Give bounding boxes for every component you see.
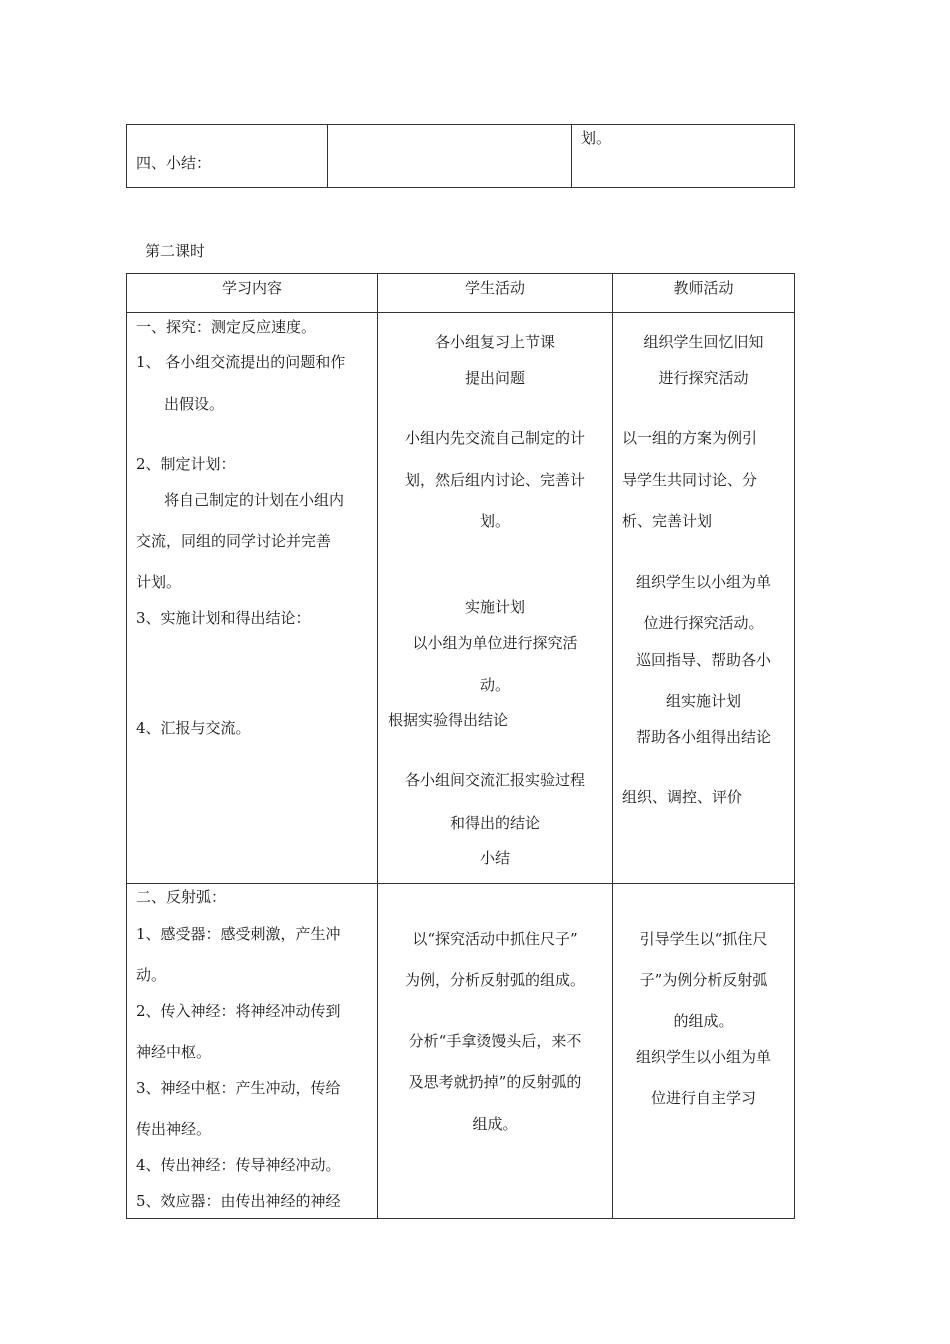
row2-content-line: 神经中枢。 — [136, 1043, 212, 1061]
row2-content-line: 5、效应器：由传出神经的神经 — [136, 1192, 341, 1210]
row2-student-line: 组成。 — [472, 1115, 518, 1133]
row1-content-line: 1、 各小组交流提出的问题和作 — [136, 353, 346, 371]
row1-content-line: 2、制定计划： — [136, 455, 236, 473]
header-student: 学生活动 — [464, 279, 525, 297]
row2-teacher-line: 组织学生以小组为单 — [635, 1048, 771, 1066]
row1-student-line: 各小组复习上节课 — [434, 333, 555, 351]
row1-student-line: 划。 — [479, 512, 510, 530]
row2-content-line: 传出神经。 — [136, 1120, 212, 1138]
row2-student-line: 为例，分析反射弧的组成。 — [404, 971, 585, 989]
row1-content-line: 一、探究：测定反应速度。 — [136, 318, 317, 336]
row2-teacher-line: 子”为例分析反射弧 — [639, 971, 768, 989]
row2-content-line: 二、反射弧： — [136, 888, 227, 906]
row2-teacher-line: 的组成。 — [673, 1012, 734, 1030]
row1-student-line: 实施计划 — [464, 598, 525, 616]
row2-content-line: 4、传出神经：传导神经冲动。 — [136, 1156, 341, 1174]
row1-content-line: 出假设。 — [164, 395, 225, 413]
row2-content-line: 2、传入神经：将神经冲动传到 — [136, 1002, 341, 1020]
row2-teacher-line: 引导学生以“抓住尺 — [639, 930, 768, 948]
row2-teacher-line: 位进行自主学习 — [650, 1089, 756, 1107]
row1-student-line: 小结 — [479, 849, 510, 867]
row1-teacher-line: 导学生共同讨论、分 — [622, 471, 758, 489]
row1-content-line: 4、汇报与交流。 — [136, 719, 251, 737]
row2-content-line: 1、感受器：感受刺激，产生冲 — [136, 925, 341, 943]
section-title: 第二课时 — [145, 242, 206, 260]
row1-teacher-line: 组织、调控、评价 — [622, 788, 743, 806]
row2-student-line: 分析“手拿烫馒头后，来不 — [408, 1032, 582, 1050]
row1-student-line: 提出问题 — [464, 369, 525, 387]
row1-teacher-line: 位进行探究活动。 — [643, 614, 764, 632]
header-content: 学习内容 — [221, 279, 282, 297]
row1-content-line: 将自己制定的计划在小组内 — [164, 491, 345, 509]
row1-student-line: 根据实验得出结论 — [388, 711, 509, 729]
row1-student-line: 划，然后组内讨论、完善计 — [404, 471, 585, 489]
row1-student-line: 小组内先交流自己制定的计 — [404, 429, 585, 447]
row2-student-line: 以“探究活动中抓住尺子” — [412, 930, 578, 948]
row1-teacher-line: 组织学生回忆旧知 — [643, 333, 764, 351]
top-table-cell-summary: 四、小结： — [136, 154, 212, 172]
row1-teacher-line: 组实施计划 — [665, 692, 741, 710]
row1-teacher-line: 帮助各小组得出结论 — [635, 728, 771, 746]
row2-content-line: 动。 — [136, 966, 167, 984]
row1-content-line: 交流，同组的同学讨论并完善 — [136, 532, 332, 550]
header-teacher: 教师活动 — [673, 279, 734, 297]
row1-content-line: 3、实施计划和得出结论： — [136, 609, 311, 627]
row1-teacher-line: 析、完善计划 — [622, 512, 713, 530]
row1-teacher-line: 巡回指导、帮助各小 — [635, 651, 771, 669]
top-table-cell-teacher: 划。 — [581, 129, 612, 147]
row1-teacher-line: 以一组的方案为例引 — [622, 429, 758, 447]
row1-teacher-line: 进行探究活动 — [658, 369, 749, 387]
row1-student-line: 和得出的结论 — [449, 814, 540, 832]
row1-content-line: 计划。 — [136, 573, 182, 591]
row1-student-line: 动。 — [479, 676, 510, 694]
row1-teacher-line: 组织学生以小组为单 — [635, 573, 771, 591]
row1-student-line: 各小组间交流汇报实验过程 — [404, 771, 585, 789]
row2-student-line: 及思考就扔掉”的反射弧的 — [408, 1073, 582, 1091]
row1-student-line: 以小组为单位进行探究活 — [412, 634, 578, 652]
row2-content-line: 3、神经中枢：产生冲动，传给 — [136, 1079, 341, 1097]
